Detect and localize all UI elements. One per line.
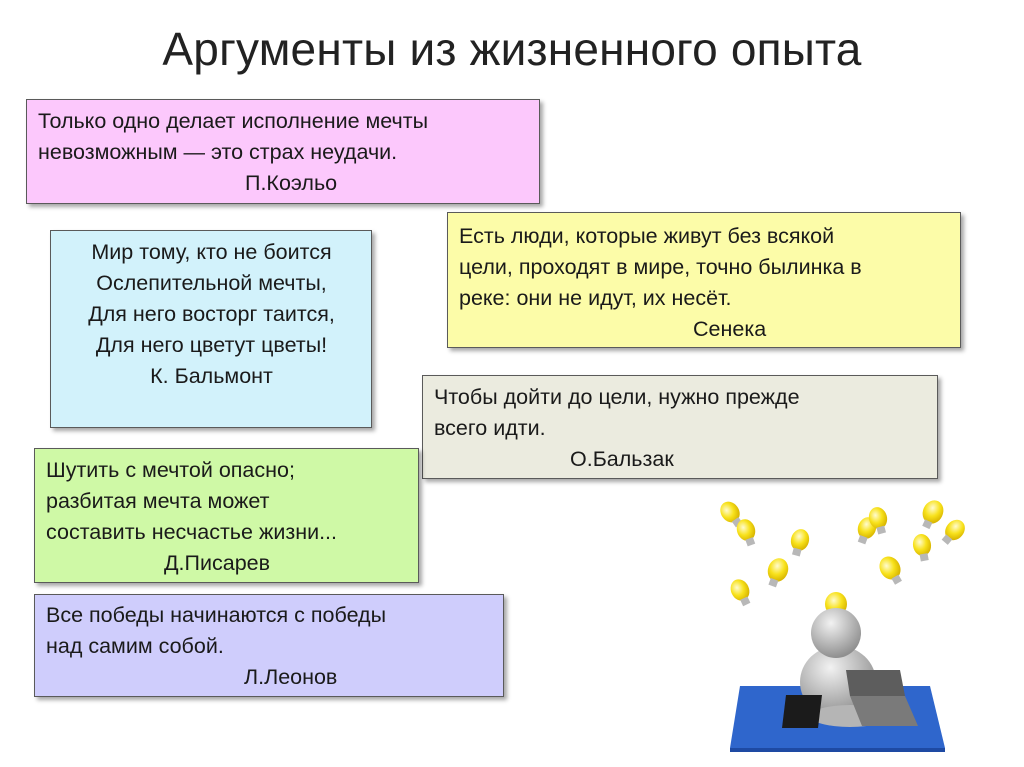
quote-line: цели, проходят в мире, точно былинка в: [459, 255, 862, 279]
quote-line: Мир тому, кто не боится: [91, 240, 332, 264]
quote-line: Для него цветут цветы!: [95, 333, 328, 357]
quote-author: Сенека: [693, 317, 767, 341]
quote-line: Шутить с мечтой опасно;: [46, 458, 295, 482]
quote-box-balmont: [50, 230, 372, 428]
quote-box-leonov: [34, 594, 504, 697]
quote-author: Л.Леонов: [244, 665, 338, 689]
quote-line: невозможным — это страх неудачи.: [38, 140, 398, 164]
quote-author: Д.Писарев: [164, 551, 271, 575]
quote-line: Все победы начинаются с победы: [46, 603, 387, 627]
quote-line: Только одно делает исполнение мечты: [38, 109, 429, 133]
quote-line: всего идти.: [434, 416, 546, 440]
quote-line: над самим собой.: [46, 634, 224, 658]
quote-line: разбитая мечта может: [46, 489, 270, 513]
quote-line: Чтобы дойти до цели, нужно прежде: [434, 385, 800, 409]
quote-line: составить несчастье жизни...: [46, 520, 337, 544]
lightbulb-icon: [716, 497, 969, 620]
page-title: Аргументы из жизненного опыта: [162, 23, 862, 75]
idea-illustration: [700, 490, 990, 760]
notebook-icon: [782, 695, 822, 728]
quote-box-seneca: [447, 212, 961, 348]
quote-author: К. Бальмонт: [150, 364, 273, 388]
quote-box-pisarev: [34, 448, 419, 583]
quote-line: Есть люди, которые живут без всякой: [459, 224, 835, 248]
quote-box-coelho: [26, 99, 540, 204]
quote-line: реке: они не идут, их несёт.: [459, 286, 732, 310]
quote-author: П.Коэльо: [245, 171, 338, 195]
quote-line: Ослепительной мечты,: [96, 271, 327, 295]
quote-line: Для него восторг таится,: [88, 302, 335, 326]
quote-box-balzac: [422, 375, 938, 479]
quote-author: О.Бальзак: [570, 447, 674, 471]
